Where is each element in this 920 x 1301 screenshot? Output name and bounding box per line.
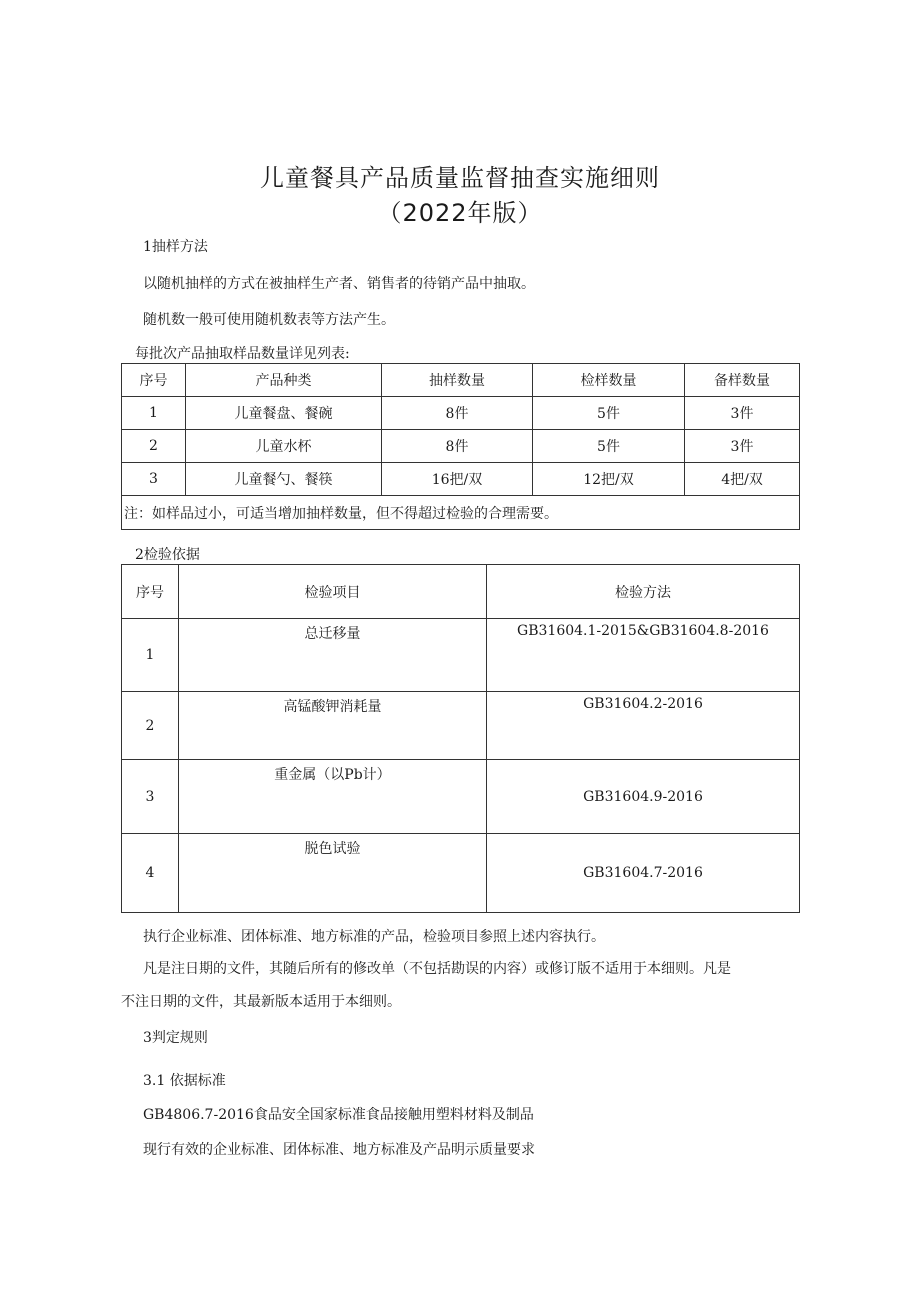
section2-heading: 2检验依据 — [135, 547, 200, 563]
table-cell: 12把/双 — [533, 463, 685, 496]
header-cell: 序号 — [122, 364, 186, 397]
table-cell: GB31604.1-2015&GB31604.8-2016 — [487, 619, 800, 692]
table-cell: 1 — [122, 619, 179, 692]
table-cell: 儿童餐勺、餐筷 — [186, 463, 382, 496]
table1-caption: 每批次产品抽取样品数量详见列表: — [135, 346, 350, 362]
table-cell: 1 — [122, 397, 186, 430]
table-cell: 总迁移量 — [179, 619, 487, 692]
table-cell: 5件 — [533, 430, 685, 463]
table-cell: 高锰酸钾消耗量 — [179, 692, 487, 760]
table-cell: 重金属（以Pb计） — [179, 760, 487, 834]
table-cell: 2 — [122, 692, 179, 760]
table-row — [122, 619, 800, 692]
table-cell: 3件 — [685, 397, 800, 430]
table-cell: 5件 — [533, 397, 685, 430]
table-row — [122, 430, 800, 463]
header-cell: 序号 — [122, 565, 179, 619]
table-header-row — [122, 364, 800, 397]
table-row — [122, 760, 800, 834]
section1-heading: 1抽样方法 — [143, 239, 208, 255]
table-note-row — [122, 496, 800, 530]
table-cell: GB31604.2-2016 — [487, 692, 800, 760]
inspection-table — [121, 564, 800, 913]
table-cell: 4 — [122, 834, 179, 913]
table-cell: 儿童水杯 — [186, 430, 382, 463]
header-cell: 检验方法 — [487, 565, 800, 619]
section3-sub-heading: 3.1 依据标准 — [143, 1073, 226, 1089]
table-header-row — [122, 565, 800, 619]
document-title: 儿童餐具产品质量监督抽查实施细则 — [260, 164, 660, 192]
table-cell: 3件 — [685, 430, 800, 463]
header-cell: 产品种类 — [186, 364, 382, 397]
table-cell: 8件 — [382, 430, 533, 463]
header-cell: 检样数量 — [533, 364, 685, 397]
table-row — [122, 834, 800, 913]
table-cell: 儿童餐盘、餐碗 — [186, 397, 382, 430]
table-cell: 4把/双 — [685, 463, 800, 496]
section1-para1: 以随机抽样的方式在被抽样生产者、销售者的待销产品中抽取。 — [143, 276, 535, 292]
sampling-table — [121, 363, 800, 530]
table-row — [122, 397, 800, 430]
header-cell: 抽样数量 — [382, 364, 533, 397]
after-table-para2-line1: 凡是注日期的文件，其随后所有的修改单（不包括勘误的内容）或修订版不适用于本细则。凡是 — [143, 961, 731, 977]
standard-2: 现行有效的企业标准、团体标准、地方标准及产品明示质量要求 — [143, 1142, 535, 1158]
table-cell: 脱色试验 — [179, 834, 487, 913]
table-cell: 16把/双 — [382, 463, 533, 496]
table-cell: GB31604.9-2016 — [487, 760, 800, 834]
table-cell: 3 — [122, 463, 186, 496]
section3-heading: 3判定规则 — [143, 1030, 208, 1046]
document-subtitle: （2022年版） — [377, 199, 543, 227]
table-cell: 8件 — [382, 397, 533, 430]
standard-1: GB4806.7-2016食品安全国家标准食品接触用塑料材料及制品 — [143, 1107, 534, 1123]
table-row — [122, 463, 800, 496]
section1-para2: 随机数一般可使用随机数表等方法产生。 — [143, 312, 395, 328]
table-cell: 2 — [122, 430, 186, 463]
header-cell: 备样数量 — [685, 364, 800, 397]
after-table-para2-line2: 不注日期的文件，其最新版本适用于本细则。 — [121, 994, 401, 1010]
header-cell: 检验项目 — [179, 565, 487, 619]
table-row — [122, 692, 800, 760]
table-cell: 3 — [122, 760, 179, 834]
table-note: 注：如样品过小，可适当增加抽样数量，但不得超过检验的合理需要。 — [122, 496, 800, 530]
table-cell: GB31604.7-2016 — [487, 834, 800, 913]
after-table-para1: 执行企业标准、团体标准、地方标准的产品，检验项目参照上述内容执行。 — [143, 929, 605, 945]
